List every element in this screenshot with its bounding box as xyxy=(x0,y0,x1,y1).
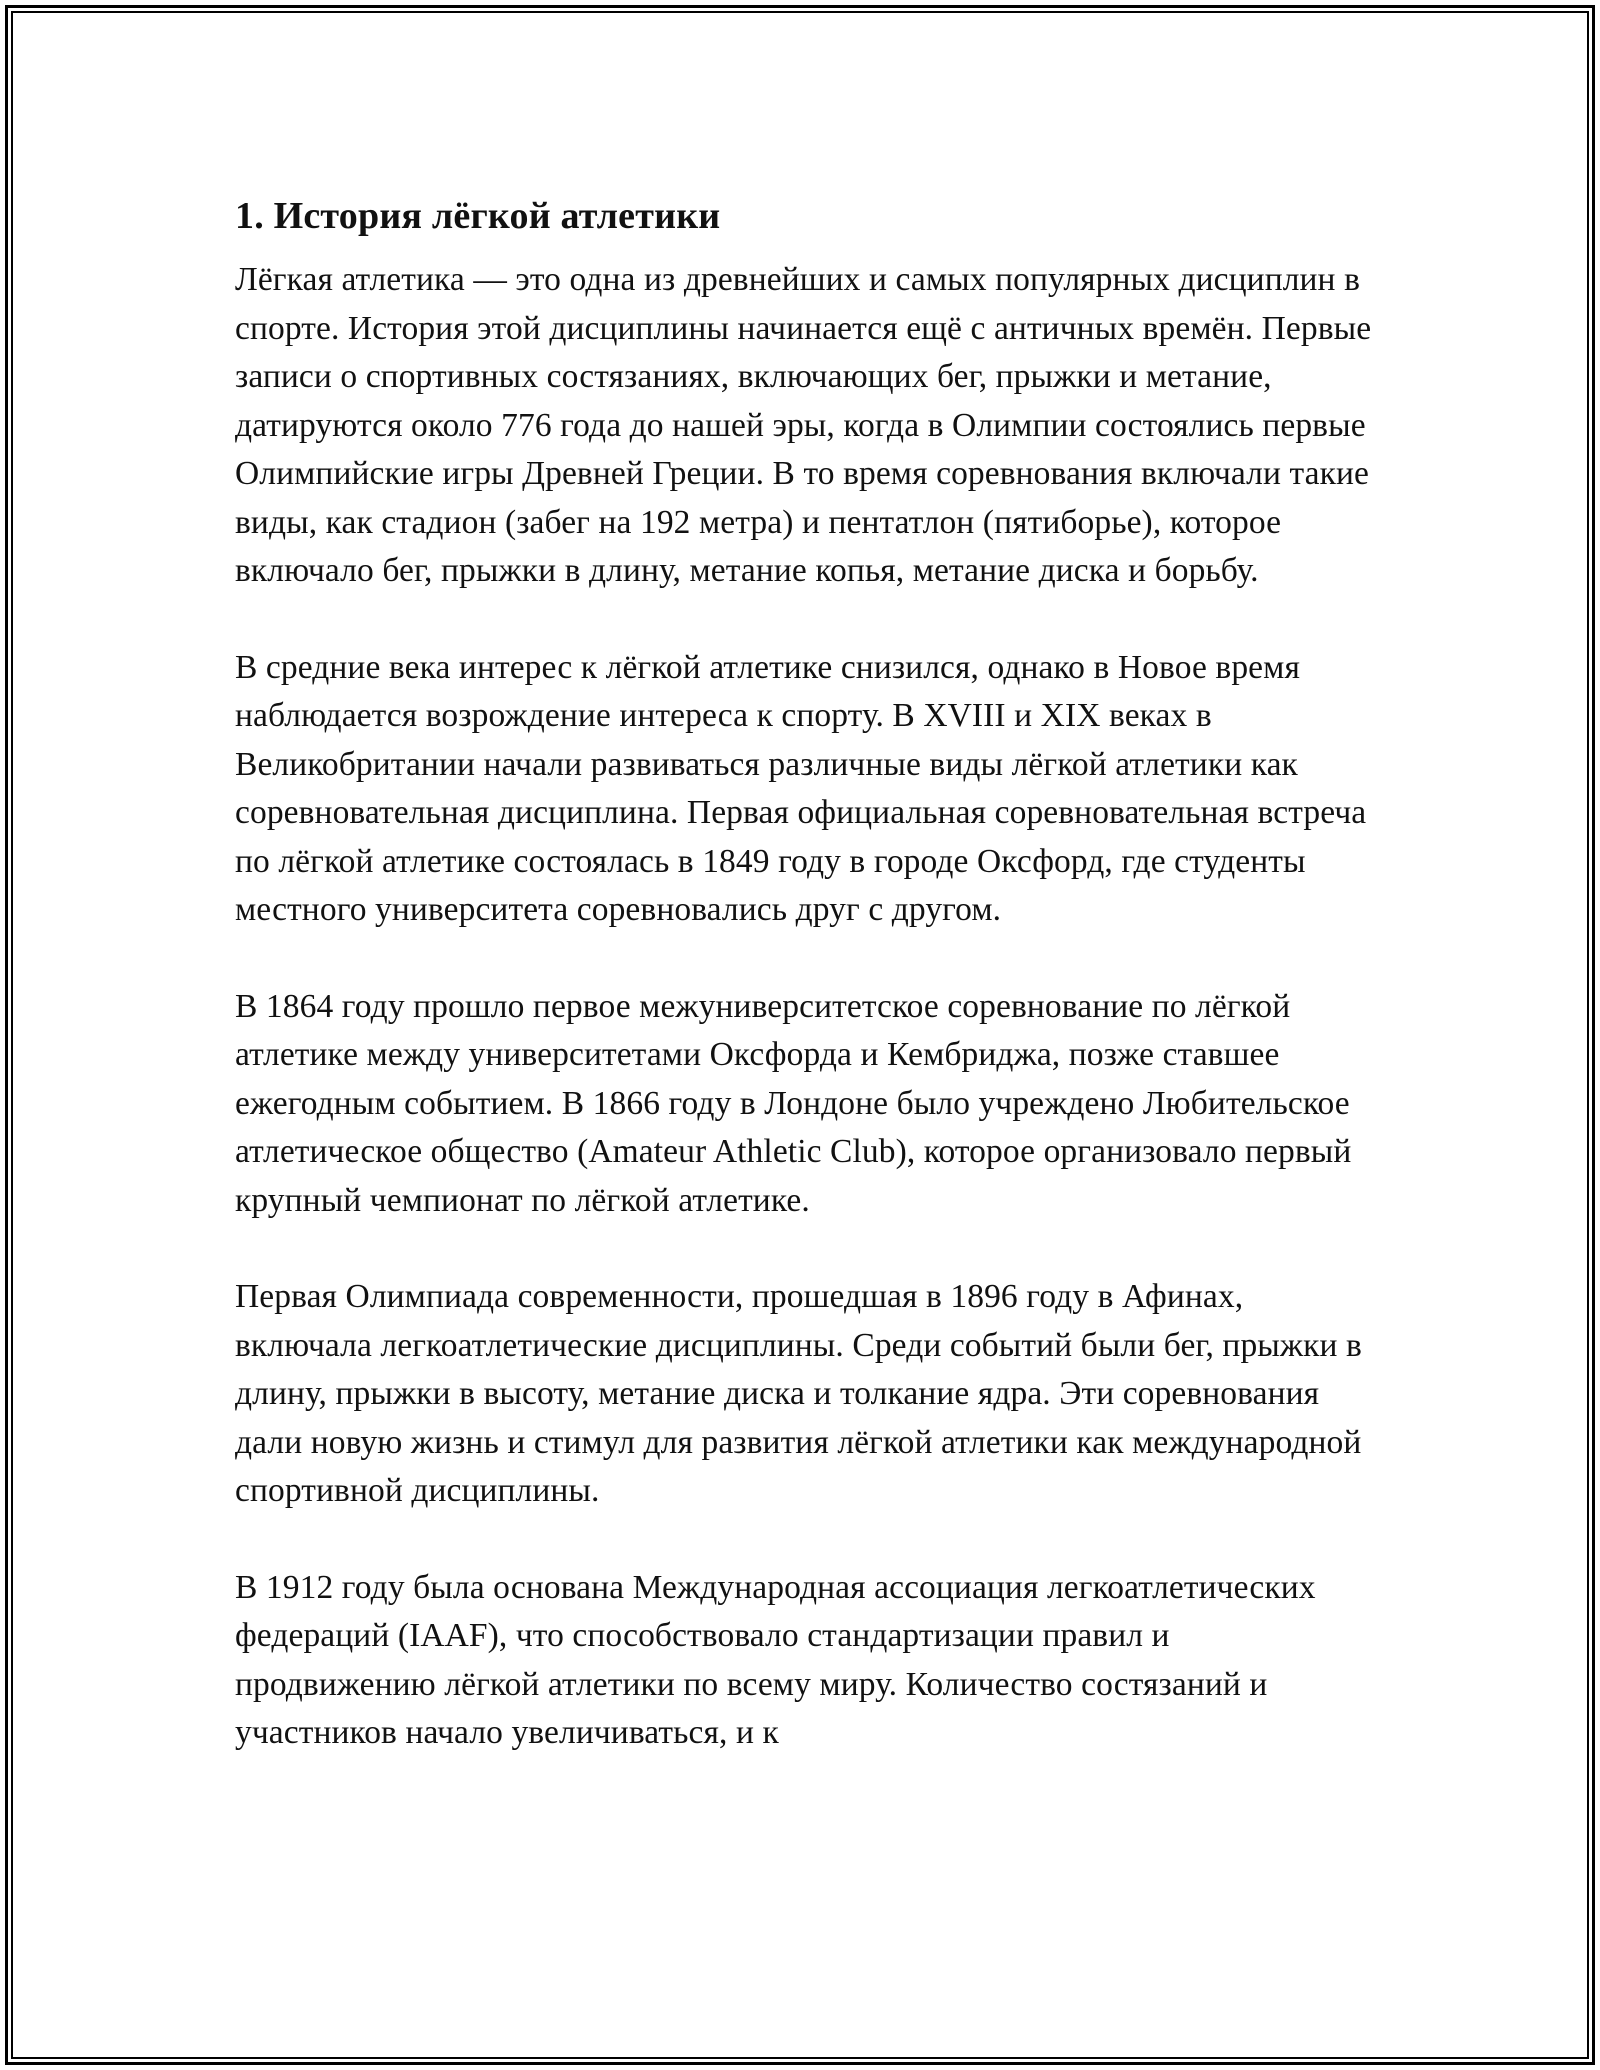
paragraph-1: Лёгкая атлетика — это одна из древнейших и самых популярных дисциплин в спорте. История этой дисциплины начинается ещё с античных времён. Первые записи о спортивных состязаниях, включающих бег, прыжки и метание, датируются около 776 года до нашей эры, когда в Олимпии состоялись первые Олимпийские игры Древней Греции. В то время соревнования включали такие виды, как стадион (забег на 192 метра) и пентатлон (пятиборье), которое включало бег, прыжки в длину, метание копья, метание диска и борьбу. xyxy=(235,261,1372,589)
paragraph-4: Первая Олимпиада современности, прошедшая в 1896 году в Афинах, включала легкоатлетические дисциплины. Среди событий были бег, прыжки в длину, прыжки в высоту, метание диска и толкание ядра. Эти соревнования дали новую жизнь и стимул для развития лёгкой атлетики как международной спортивной дисциплины. xyxy=(235,1278,1362,1509)
document-body xyxy=(235,180,1375,1806)
paragraph-2: В средние века интерес к лёгкой атлетике снизился, однако в Новое время наблюдается возрождение интереса к спорту. В XVIII и XIX веках в Великобритании начали развиваться различные виды лёгкой атлетики как соревновательная дисциплина. Первая официальная соревновательная встреча по лёгкой атлетике состоялась в 1849 году в городе Оксфорд, где студенты местного университета соревновались друг с другом. xyxy=(235,648,1367,928)
section-heading: 1. История лёгкой атлетики xyxy=(235,195,721,237)
paragraph-3: В 1864 году прошло первое межуниверситетское соревнование по лёгкой атлетике между университетами Оксфорда и Кембриджа, позже ставшее ежегодным событием. В 1866 году в Лондоне было учреждено Любительское атлетическое общество (Amateur Athletic Club), которое организовало первый крупный чемпионат по лёгкой атлетике. xyxy=(235,987,1352,1219)
paragraph-5: В 1912 году была основана Международная ассоциация легкоатлетических федераций (IAAF), что способствовало стандартизации правил и продвижению лёгкой атлетики по всему миру. Количество состязаний и участников начало увеличиваться, и к xyxy=(235,1568,1316,1751)
